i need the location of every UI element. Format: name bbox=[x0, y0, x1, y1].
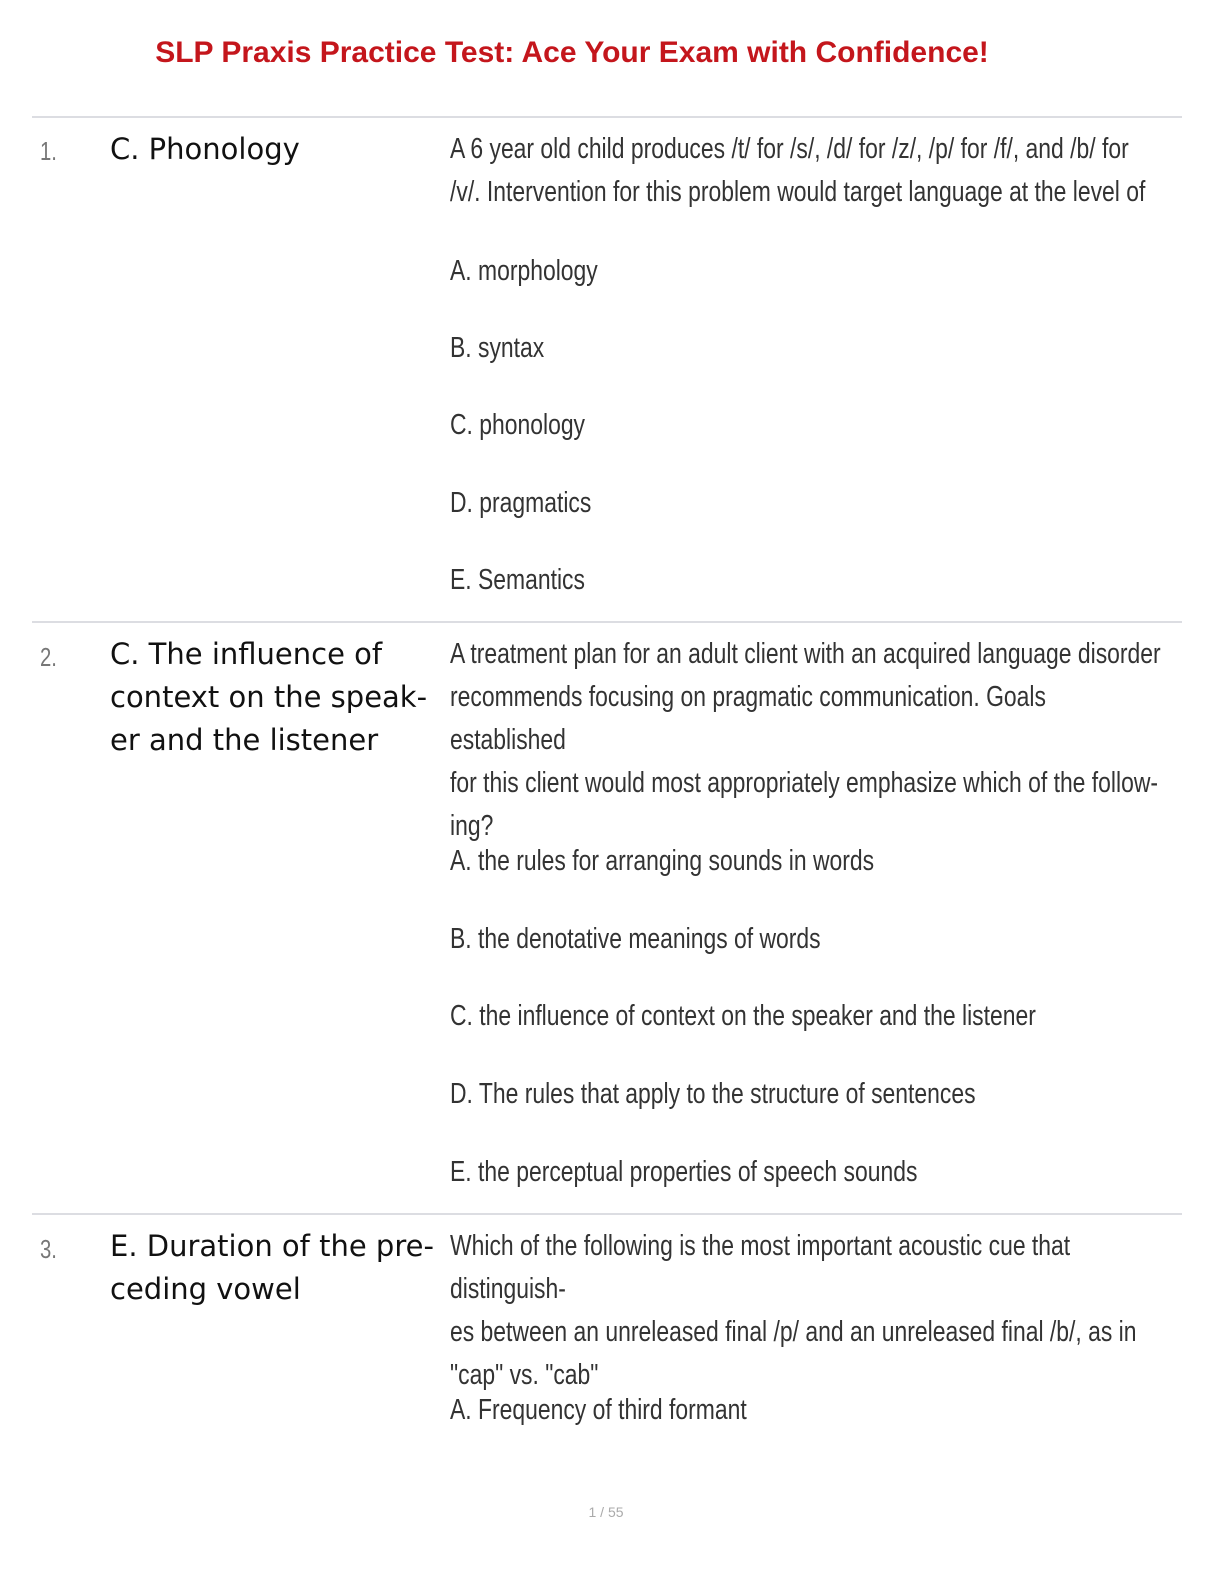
divider bbox=[32, 621, 1182, 623]
question-number: 2. bbox=[40, 642, 57, 672]
option-c: C. phonology bbox=[450, 409, 586, 441]
question-number: 1. bbox=[40, 136, 57, 166]
answer-text: E. Duration of the pre- ceding vowel bbox=[110, 1229, 434, 1306]
question-prompt: A 6 year old child produces /t/ for /s/, /d/ for /z/, /p/ for /f/, and /b/ for /v/. Intervention for this problem would target language at the level of bbox=[450, 133, 1146, 208]
option-a: A. Frequency of third formant bbox=[450, 1394, 747, 1426]
option-b: B. syntax bbox=[450, 332, 545, 364]
option-d: D. The rules that apply to the structure of sentences bbox=[450, 1078, 976, 1110]
question-number: 3. bbox=[40, 1234, 57, 1264]
page-title: SLP Praxis Practice Test: Ace Your Exam with Confidence! bbox=[155, 36, 989, 69]
divider bbox=[32, 1213, 1182, 1215]
page-indicator: 1 / 55 bbox=[588, 1504, 624, 1520]
question-prompt: Which of the following is the most important acoustic cue that distinguish- es between an unreleased final /p/ and an unreleased final /b/, as in "cap" vs. "cab" bbox=[450, 1230, 1137, 1391]
answer-text: C. The influence of context on the speak- er and the listener bbox=[110, 637, 428, 757]
option-d: D. pragmatics bbox=[450, 487, 592, 519]
option-b: B. the denotative meanings of words bbox=[450, 923, 821, 955]
divider bbox=[32, 116, 1182, 118]
option-e: E. Semantics bbox=[450, 564, 585, 596]
option-e: E. the perceptual properties of speech sounds bbox=[450, 1156, 918, 1188]
option-a: A. the rules for arranging sounds in words bbox=[450, 845, 875, 877]
option-a: A. morphology bbox=[450, 255, 598, 287]
question-prompt: A treatment plan for an adult client with an acquired language disorder recommends focusing on pragmatic communication. Goals established for this client would most appropriately emphasize which of the follow- ing? bbox=[450, 638, 1161, 842]
option-c: C. the influence of context on the speaker and the listener bbox=[450, 1000, 1036, 1032]
answer-text: C. Phonology bbox=[110, 132, 300, 166]
